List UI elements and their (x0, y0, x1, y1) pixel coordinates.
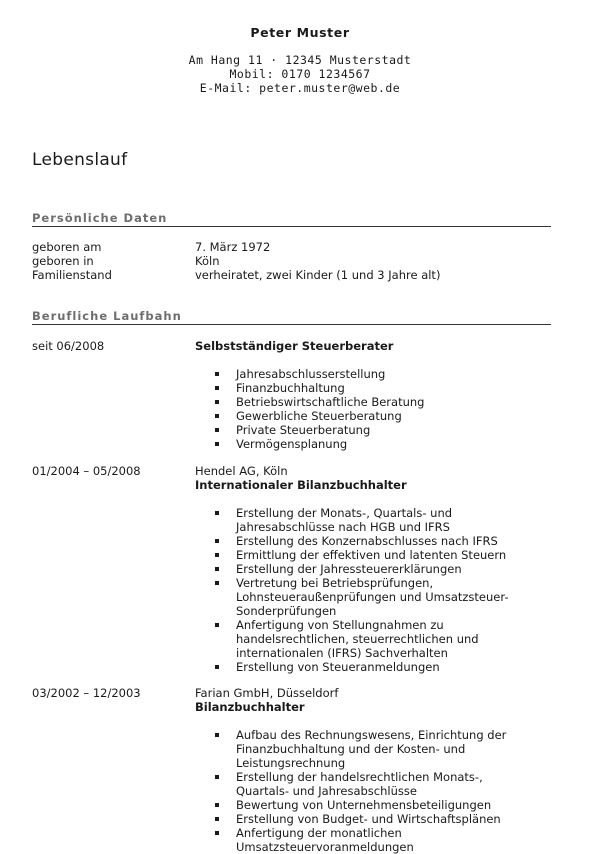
task-item: Private Steuerberatung (236, 423, 536, 437)
row-label: geboren am (32, 240, 102, 254)
task-item: Anfertigung von Stellungnahmen zu handelsrechtlichen, steuerrechtlichen und internationalen (IFRS) Sachverhalten (236, 618, 536, 660)
entry-company: Hendel AG, Köln (195, 464, 288, 478)
row-label: Familienstand (32, 268, 112, 282)
task-item: Erstellung von Budget- und Wirtschaftsplänen (236, 812, 536, 826)
entry-role: Internationaler Bilanzbuchhalter (195, 478, 407, 492)
task-item: Gewerbliche Steuerberatung (236, 409, 536, 423)
task-item: Erstellung der Monats-, Quartals- und Jahresabschlüsse nach HGB und IFRS (236, 506, 536, 534)
entry-body (195, 464, 551, 674)
task-item: Aufbau des Rechnungswesens, Einrichtung der Finanzbuchhaltung und der Kosten- und Leistungsrechnung (236, 728, 536, 770)
task-list (195, 506, 536, 674)
contact-block (0, 53, 600, 95)
task-item: Erstellung von Steueranmeldungen (236, 660, 536, 674)
entry-role: Selbstständiger Steuerberater (195, 339, 394, 353)
task-list (195, 367, 536, 451)
entry-date: 01/2004 – 05/2008 (32, 464, 141, 478)
entry-company: Farian GmbH, Düsseldorf (195, 686, 339, 700)
task-item: Erstellung der handelsrechtlichen Monats-, Quartals- und Jahresabschlüsse (236, 770, 536, 798)
section-heading-career: Berufliche Laufbahn (32, 309, 551, 325)
row-value: 7. März 1972 (195, 240, 271, 254)
entry-role: Bilanzbuchhalter (195, 700, 305, 714)
task-item: Erstellung der Jahressteuererklärungen (236, 562, 536, 576)
entry-body (195, 339, 551, 451)
document-title: Lebenslauf (32, 150, 128, 170)
entry-body (195, 686, 551, 854)
task-item: Jahresabschlusserstellung (236, 367, 536, 381)
task-item: Anfertigung der monatlichen Umsatzsteuervoranmeldungen (236, 826, 536, 854)
task-list (195, 728, 536, 854)
task-item: Ermittlung der effektiven und latenten Steuern (236, 548, 536, 562)
task-item: Vertretung bei Betriebsprüfungen, Lohnsteueraußenprüfungen und Umsatzsteuer-Sonderprüfungen (236, 576, 536, 618)
row-value: Köln (195, 254, 220, 268)
row-value: verheiratet, zwei Kinder (1 und 3 Jahre alt) (195, 268, 441, 282)
entry-date: 03/2002 – 12/2003 (32, 686, 141, 700)
applicant-name: Peter Muster (250, 25, 350, 40)
address-line: Am Hang 11 · 12345 Musterstadt (188, 53, 412, 67)
section-heading-personal: Persönliche Daten (32, 211, 551, 227)
mobile-line: Mobil: 0170 1234567 (229, 67, 371, 81)
row-label: geboren in (32, 254, 94, 268)
task-item: Vermögensplanung (236, 437, 536, 451)
email-line: E-Mail: peter.muster@web.de (199, 81, 401, 95)
task-item: Finanzbuchhaltung (236, 381, 536, 395)
entry-date: seit 06/2008 (32, 339, 105, 353)
task-item: Bewertung von Unternehmensbeteiligungen (236, 798, 536, 812)
task-item: Betriebswirtschaftliche Beratung (236, 395, 536, 409)
task-item: Erstellung des Konzernabschlusses nach IFRS (236, 534, 536, 548)
